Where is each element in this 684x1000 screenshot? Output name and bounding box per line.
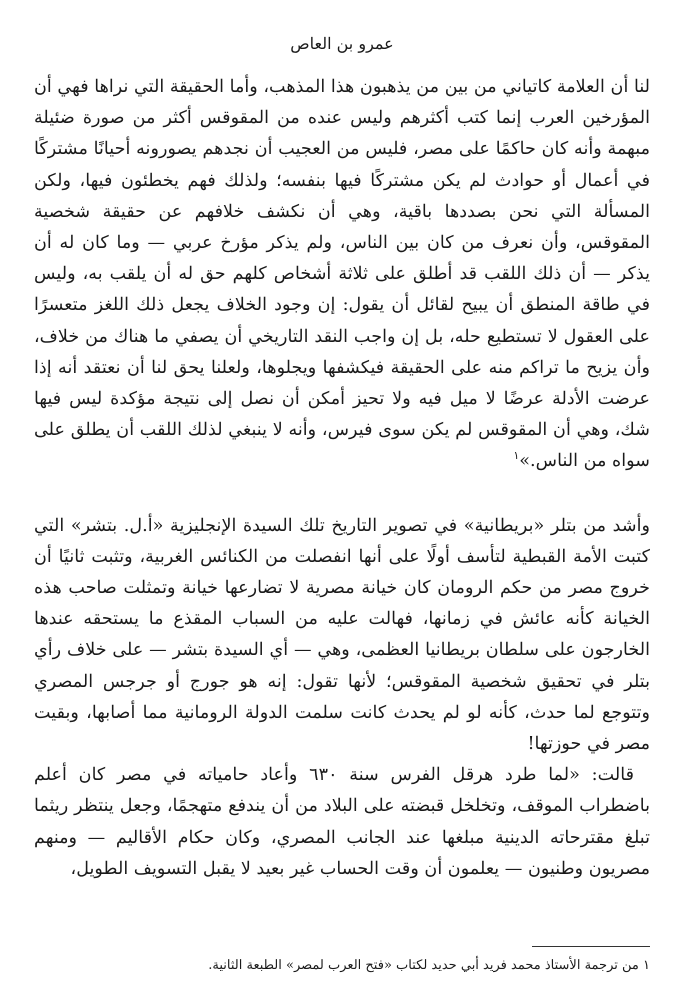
body-text <box>34 72 650 885</box>
footnote-text: ١ من ترجمة الأستاذ محمد فريد أبي حديد لكتاب «فتح العرب لمصر» الطبعة الثانية. <box>208 958 650 973</box>
paragraph-quote-conclusion <box>34 72 650 478</box>
page-header-title: عمرو بن العاص <box>290 34 394 53</box>
paragraph-text: لنا أن العلامة كاتياني من بين من يذهبون هذا المذهب، وأما الحقيقة التي نراها فهي أن المؤرخين العرب إنما كتب أكثرهم وليس عنده من المقوقس أكثر من صورة ضئيلة مبهمة وأنه كان حاكمًا على مصر، فليس من العجيب أن نجدهم يصورونه أحيانًا مشتركًا في أعمال أو حوادث لم يكن مشتركًا فيها بنفسه؛ ولذلك فهم يخطئون فيها، ولكن المسألة التي نحن بصددها باقية، وهي أن نكشف خلافهم عن حقيقة شخصية المقوقس، وأن نعرف من كان بين الناس، ولم يذكر مؤرخ عربي — وما كان له أن يذكر — أن ذلك اللقب قد أطلق على ثلاثة أشخاص كلهم حق له أن يلقب به، وليس في طاقة المنطق أن يبيح لقائل أن يقول: إن وجود الخلاف يجعل ذلك اللغز متعسرًا على العقول لا تستطيع حله، بل إن واجب النقد التاريخي أن يصفي ما هناك من خلاف، وأن يزيح ما تراكم منه على الحقيقة فيكشفها ويجلوها، ولعلنا يحق لنا أن نعتقد أنه إذا عرضت الأدلة عرضًا لا ميل فيه ولا تحيز أمكن أن نصل إلى نتيجة مؤكدة ليس فيها شك، وهي أن المقوقس لم يكن سوى فيرس، وأنه لا ينبغي لذلك اللقب أن يطلق على سواه من الناس.» <box>34 77 650 472</box>
paragraph-butcher: وأشد من بتلر «بريطانية» في تصوير التاريخ تلك السيدة الإنجليزية «أ.ل. بتشر» التي كتبت الأمة القبطية لتأسف أولًا على أنها انفصلت من الكنائس الغربية، وتثبت ثانيًا أن خروج مصر من حكم الرومان كان خيانة مصرية لا تضارعها خيانة وتمثلت صاحب هذه الخيانة كأنه عائش في زمانها، فهالت عليه من السباب المقذع ما يستحقه عندها الخارجون على سلطان بريطانيا العظمى، وهي — أي السيدة بتشر — على خلاف رأي بتلر في تحقيق شخصية المقوقس؛ لأنها تقول: إنه هو جورج أو جرجس المصري وتتوجع لما حدث، كأنه لو لم يحدث كانت سلمت الدولة الرومانية مما أصابها، وبقيت مصر في حوزتها! <box>34 515 650 755</box>
footnote-divider <box>532 946 650 947</box>
paragraph-quote-heraclius: قالت: «لما طرد هرقل الفرس سنة ٦٣٠ وأعاد حامياته في مصر كان أعلم باضطراب الموقف، وتخلخل قبضته على البلاد من أن يندفع متهجمًا، وجعل ينتظر ريثما تبلغ مقترحاته الدينية مبلغها عند الجانب المصري، وكان حكام الأقاليم — ومنهم مصريون وطنيون — يعلمون أن وقت الحساب غير بعيد لا يقبل التسويف الطويل، <box>34 765 650 879</box>
footnote-reference: ١ <box>513 449 520 463</box>
